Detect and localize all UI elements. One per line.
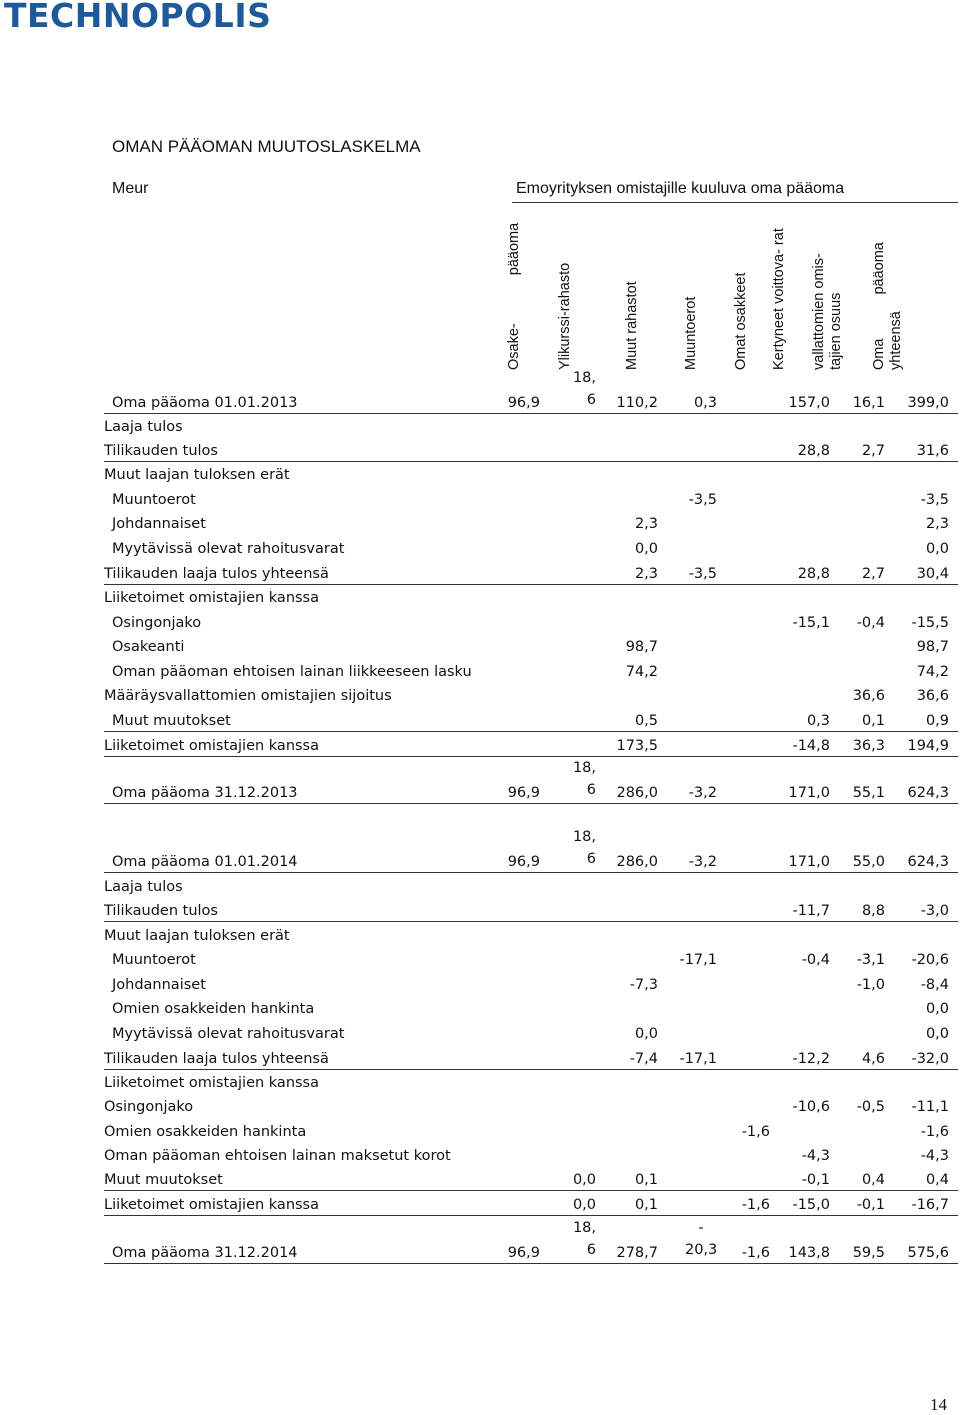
- cell-other-reserves: 278,7: [616, 1245, 658, 1261]
- cell-retained-earnings: 143,8: [788, 1245, 830, 1261]
- cell-equity-total: -3,5: [920, 492, 949, 508]
- cell-retained-earnings: -0,4: [801, 952, 830, 968]
- row-label: Oman pääoman ehtoisen lainan maksetut korot: [104, 1148, 451, 1164]
- row-label: Laaja tulos: [104, 419, 183, 435]
- cell-equity-total: 575,6: [907, 1245, 949, 1261]
- column-header-label: Osake- pääoma: [506, 222, 522, 370]
- row-label: Liiketoimet omistajien kanssa: [104, 738, 320, 754]
- row-label: Liiketoimet omistajien kanssa: [104, 1197, 320, 1213]
- table-row-nci-investment-2013: [104, 682, 958, 706]
- cell-other-reserves: 0,5: [634, 713, 658, 729]
- cell-retained-earnings: -15,0: [792, 1197, 830, 1213]
- cell-non-controlling-interests: -0,1: [856, 1197, 885, 1213]
- cell-equity-total: 624,3: [907, 854, 949, 870]
- cell-equity-total: -20,6: [911, 952, 949, 968]
- table-row-other-changes-2013: [104, 707, 958, 732]
- cell-translation-differences: -3,2: [688, 854, 717, 870]
- row-label: Johdannaiset: [112, 516, 206, 532]
- cell-share-premium: 18, 6: [572, 760, 596, 798]
- row-label: Omien osakkeiden hankinta: [104, 1124, 307, 1140]
- cell-equity-total: 0,0: [925, 541, 949, 557]
- cell-equity-total: -3,0: [920, 903, 949, 919]
- cell-non-controlling-interests: 55,0: [852, 854, 885, 870]
- table-row-comprehensive-income-2013: [104, 413, 958, 437]
- page-number: 14: [930, 1395, 947, 1414]
- table-row-oci-2013: [104, 461, 958, 485]
- cell-non-controlling-interests: 16,1: [852, 395, 885, 411]
- cell-equity-total: 31,6: [916, 443, 949, 459]
- table-row-opening-2013: [104, 369, 958, 414]
- cell-non-controlling-interests: -3,1: [856, 952, 885, 968]
- table-row-profit-2014: [104, 897, 958, 922]
- cell-non-controlling-interests: 2,7: [861, 566, 885, 582]
- row-label: Osingonjako: [104, 1099, 194, 1115]
- cell-own-shares: -1,6: [741, 1124, 770, 1140]
- page-title: OMAN PÄÄOMAN MUUTOSLASKELMA: [112, 137, 421, 156]
- cell-non-controlling-interests: 8,8: [861, 903, 885, 919]
- row-label: Muuntoerot: [112, 952, 196, 968]
- cell-translation-differences: 0,3: [693, 395, 717, 411]
- column-header-label: Kertyneet voittova- rat: [771, 228, 787, 370]
- cell-retained-earnings: -0,1: [801, 1172, 830, 1188]
- cell-share-capital: 96,9: [507, 395, 540, 411]
- table-row-opening-2014: [104, 828, 958, 873]
- cell-other-reserves: -7,4: [629, 1051, 658, 1067]
- table-row-closing-2013: [104, 759, 958, 804]
- table-row-comprehensive-income-2014: [104, 873, 958, 897]
- cell-non-controlling-interests: -1,0: [856, 977, 885, 993]
- group-header: Emoyrityksen omistajille kuuluva oma pääoma: [516, 180, 845, 197]
- cell-other-reserves: 286,0: [616, 854, 658, 870]
- cell-share-premium: 0,0: [572, 1172, 596, 1188]
- cell-retained-earnings: 157,0: [788, 395, 830, 411]
- row-label: Oman pääoman ehtoisen lainan liikkeeseen lasku: [112, 664, 472, 680]
- cell-other-reserves: 0,0: [634, 1026, 658, 1042]
- row-label: Liiketoimet omistajien kanssa: [104, 1075, 320, 1091]
- table-row-total-ci-2013: [104, 560, 958, 585]
- table-row-dividends-2014: [104, 1093, 958, 1117]
- cell-share-premium: 0,0: [572, 1197, 596, 1213]
- table-row-translation-2013: [104, 486, 958, 510]
- cell-share-capital: 96,9: [507, 785, 540, 801]
- cell-non-controlling-interests: 36,6: [852, 688, 885, 704]
- cell-translation-differences: - 20,3: [685, 1220, 718, 1258]
- row-label: Tilikauden laaja tulos yhteensä: [104, 566, 329, 582]
- cell-non-controlling-interests: -0,5: [856, 1099, 885, 1115]
- row-label: Myytävissä olevat rahoitusvarat: [112, 541, 345, 557]
- cell-other-reserves: 2,3: [634, 566, 658, 582]
- cell-equity-total: -11,1: [911, 1099, 949, 1115]
- cell-equity-total: 399,0: [907, 395, 949, 411]
- cell-retained-earnings: 0,3: [806, 713, 830, 729]
- technopolis-logo: TECHNOPOLIS: [4, 0, 272, 35]
- row-label: Osakeanti: [112, 639, 185, 655]
- row-label: Laaja tulos: [104, 879, 183, 895]
- cell-retained-earnings: -14,8: [792, 738, 830, 754]
- cell-equity-total: -32,0: [911, 1051, 949, 1067]
- cell-retained-earnings: -10,6: [792, 1099, 830, 1115]
- row-label: Muuntoerot: [112, 492, 196, 508]
- cell-share-premium: 18, 6: [572, 1220, 596, 1258]
- cell-equity-total: 98,7: [916, 639, 949, 655]
- cell-non-controlling-interests: 59,5: [852, 1245, 885, 1261]
- table-row-owner-transactions-total-2014: [104, 1191, 958, 1216]
- cell-equity-total: 0,0: [925, 1026, 949, 1042]
- cell-own-shares: -1,6: [741, 1197, 770, 1213]
- cell-retained-earnings: 28,8: [797, 443, 830, 459]
- cell-share-premium: 18, 6: [572, 370, 596, 408]
- row-label: Liiketoimet omistajien kanssa: [104, 590, 320, 606]
- cell-other-reserves: 110,2: [616, 395, 658, 411]
- cell-share-capital: 96,9: [507, 1245, 540, 1261]
- table-row-derivatives-2014: [104, 971, 958, 995]
- cell-other-reserves: -7,3: [629, 977, 658, 993]
- table-row-afs-2014: [104, 1020, 958, 1044]
- cell-equity-total: 0,4: [925, 1172, 949, 1188]
- row-label: Oma pääoma 01.01.2014: [112, 854, 298, 870]
- cell-equity-total: -8,4: [920, 977, 949, 993]
- column-header-label: Ylikurssi-rahasto: [557, 262, 573, 370]
- row-label: Myytävissä olevat rahoitusvarat: [112, 1026, 345, 1042]
- table-row-closing-2014: [104, 1219, 958, 1264]
- table-row-owner-transactions-total-2013: [104, 732, 958, 757]
- table-row-hybrid-interest-2014: [104, 1142, 958, 1166]
- table-row-own-shares-acq-oci-2014: [104, 995, 958, 1019]
- row-label: Tilikauden tulos: [104, 903, 218, 919]
- table-row-derivatives-2013: [104, 510, 958, 534]
- row-label: Johdannaiset: [112, 977, 206, 993]
- cell-translation-differences: -17,1: [679, 1051, 717, 1067]
- cell-retained-earnings: -4,3: [801, 1148, 830, 1164]
- cell-share-capital: 96,9: [507, 854, 540, 870]
- cell-own-shares: -1,6: [741, 1245, 770, 1261]
- table-row-total-ci-2014: [104, 1045, 958, 1070]
- cell-non-controlling-interests: 0,1: [861, 713, 885, 729]
- cell-non-controlling-interests: 2,7: [861, 443, 885, 459]
- row-label: Omien osakkeiden hankinta: [112, 1001, 315, 1017]
- cell-equity-total: 30,4: [916, 566, 949, 582]
- row-label: Määräysvallattomien omistajien sijoitus: [104, 688, 392, 704]
- column-header-label: Muut rahastot: [624, 281, 640, 370]
- row-label: Osingonjako: [112, 615, 202, 631]
- row-label: Tilikauden tulos: [104, 443, 218, 459]
- row-label: Oma pääoma 31.12.2014: [112, 1245, 298, 1261]
- cell-non-controlling-interests: 55,1: [852, 785, 885, 801]
- cell-other-reserves: 0,0: [634, 541, 658, 557]
- cell-other-reserves: 98,7: [625, 639, 658, 655]
- column-header-label: Muuntoerot: [683, 296, 699, 370]
- cell-translation-differences: -17,1: [679, 952, 717, 968]
- cell-equity-total: 2,3: [925, 516, 949, 532]
- row-label: Oma pääoma 31.12.2013: [112, 785, 298, 801]
- cell-equity-total: -15,5: [911, 615, 949, 631]
- cell-retained-earnings: -12,2: [792, 1051, 830, 1067]
- cell-equity-total: -4,3: [920, 1148, 949, 1164]
- cell-equity-total: 74,2: [916, 664, 949, 680]
- cell-equity-total: 0,0: [925, 1001, 949, 1017]
- table-row-profit-2013: [104, 437, 958, 462]
- cell-non-controlling-interests: -0,4: [856, 615, 885, 631]
- row-label: Muut muutokset: [104, 1172, 223, 1188]
- table-row-translation-2014: [104, 946, 958, 970]
- table-row-owner-transactions-2014: [104, 1069, 958, 1093]
- column-header-label: Omat osakkeet: [733, 272, 749, 370]
- table-row-share-issue-2013: [104, 633, 958, 657]
- row-label: Tilikauden laaja tulos yhteensä: [104, 1051, 329, 1067]
- cell-equity-total: -16,7: [911, 1197, 949, 1213]
- table-row-hybrid-loan-issue-2013: [104, 658, 958, 682]
- table-row-own-shares-acq-2014: [104, 1118, 958, 1142]
- cell-equity-total: -1,6: [920, 1124, 949, 1140]
- cell-non-controlling-interests: 4,6: [861, 1051, 885, 1067]
- cell-other-reserves: 173,5: [616, 738, 658, 754]
- cell-retained-earnings: -11,7: [792, 903, 830, 919]
- cell-retained-earnings: 171,0: [788, 854, 830, 870]
- table-row-afs-2013: [104, 535, 958, 559]
- row-label: Oma pääoma 01.01.2013: [112, 395, 298, 411]
- cell-other-reserves: 0,1: [634, 1172, 658, 1188]
- cell-translation-differences: -3,2: [688, 785, 717, 801]
- row-label: Muut muutokset: [112, 713, 231, 729]
- group-header-divider: [512, 202, 958, 203]
- cell-translation-differences: -3,5: [688, 566, 717, 582]
- cell-share-premium: 18, 6: [572, 829, 596, 867]
- cell-other-reserves: 0,1: [634, 1197, 658, 1213]
- column-header-label: Oma pääoma yhteensä: [871, 242, 904, 370]
- table-row-owner-transactions-2013: [104, 584, 958, 608]
- cell-other-reserves: 286,0: [616, 785, 658, 801]
- cell-translation-differences: -3,5: [688, 492, 717, 508]
- cell-other-reserves: 74,2: [625, 664, 658, 680]
- table-row-oci-2014: [104, 922, 958, 946]
- table-row-dividends-2013: [104, 609, 958, 633]
- row-label: Muut laajan tuloksen erät: [104, 928, 290, 944]
- cell-other-reserves: 2,3: [634, 516, 658, 532]
- cell-equity-total: 624,3: [907, 785, 949, 801]
- cell-retained-earnings: 171,0: [788, 785, 830, 801]
- cell-equity-total: 194,9: [907, 738, 949, 754]
- cell-equity-total: 36,6: [916, 688, 949, 704]
- cell-non-controlling-interests: 0,4: [861, 1172, 885, 1188]
- cell-retained-earnings: 28,8: [797, 566, 830, 582]
- cell-non-controlling-interests: 36,3: [852, 738, 885, 754]
- cell-equity-total: 0,9: [925, 713, 949, 729]
- table-row-other-changes-2014: [104, 1166, 958, 1191]
- row-label: Muut laajan tuloksen erät: [104, 467, 290, 483]
- unit-label: Meur: [112, 180, 149, 197]
- cell-retained-earnings: -15,1: [792, 615, 830, 631]
- column-header-label: vallattomien omis- tajien osuus: [811, 253, 844, 370]
